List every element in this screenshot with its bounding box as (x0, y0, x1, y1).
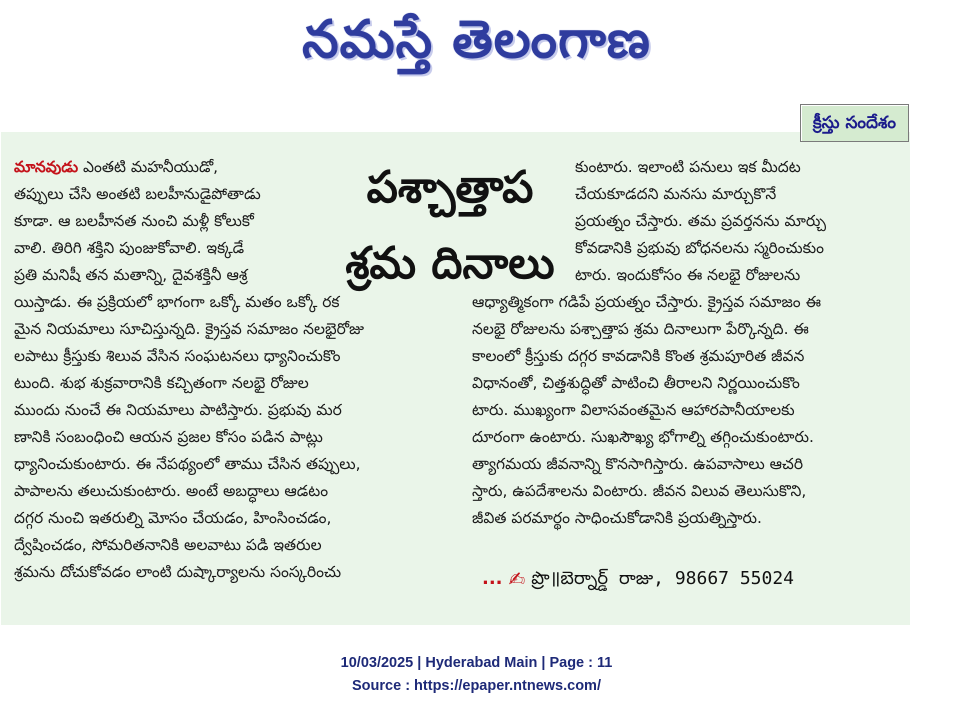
article-line: జీవిత పరమార్థం సాధించుకోడానికి ప్రయత్నిస్తారు. (472, 509, 762, 527)
headline-line-1: పశ్చాత్తాప (366, 162, 534, 213)
article-line: ప్రతి మనిషీ తన మతాన్ని, దైవశక్తినీ ఆశ్ర (14, 266, 248, 284)
article-line: విధానంతో, చిత్తశుద్ధితో పాటించి తీరాలని నిర్ణయించుకొం (472, 374, 800, 392)
author-name: ప్రొ॥బెర్నార్డ్ రాజు, 98667 55024 (531, 568, 795, 589)
footer-edition-info: 10/03/2025 | Hyderabad Main | Page : 11 (340, 655, 613, 671)
article-line: కుంటారు. ఇలాంటి పనులు ఇక మీదట (575, 158, 801, 176)
article-wide-column (472, 289, 902, 532)
lead-word: మానవుడు (14, 158, 79, 176)
pen-icon: ✍ (508, 567, 526, 591)
newspaper-masthead: నమస్తే తెలంగాణ (302, 10, 651, 70)
article-line: తప్పులు చేసి అంతటి బలహీనుడైపోతాడు (14, 185, 261, 203)
article-line: మానవుడు ఎంతటి మహనీయుడో, (14, 158, 219, 176)
article-line: దగ్గర నుంచి ఇతరుల్ని మోసం చేయడం, హింసించడం, (14, 509, 332, 527)
article-line: మైన నియమాలు సూచిస్తున్నది. క్రైస్తవ సమాజం నలభైరోజు (14, 320, 365, 338)
article-line: ఆధ్యాత్మికంగా గడిపే ప్రయత్నం చేస్తారు. క్రైస్తవ సమాజం ఈ (472, 293, 822, 311)
article-line: నలభై రోజులను పశ్చాత్తాప శ్రమ దినాలుగా పేర్కొన్నది. ఈ (472, 320, 809, 338)
article-right-column (575, 154, 895, 289)
article-line: టారు. ఇందుకోసం ఈ నలభై రోజులను (575, 266, 801, 284)
footer-source: Source : https://epaper.ntnews.com/ (352, 678, 601, 694)
article-line: ణానికి సంబంధించి ఆయన ప్రజల కోసం పడిన పాట్లు (14, 428, 323, 446)
article-line: ద్వేషించడం, సోమరితనానికి అలవాటు పడి ఇతరుల (14, 536, 322, 554)
article-line: కూడా. ఆ బలహీనత నుంచి మళ్లీ కోలుకో (14, 212, 254, 230)
article-line: కాలంలో క్రీస్తుకు దగ్గర కావడానికి కొంత శ్రమపూరిత జీవన (472, 347, 805, 365)
article-line: ముందు నుంచే ఈ నియమాలు పాటిస్తారు. ప్రభువు మర (14, 401, 342, 419)
article-line: పాపాలను తలుచుకుంటారు. అంటే అబద్ధాలు ఆడటం (14, 482, 329, 500)
article-line: శ్రమను దోచుకోవడం లాంటి దుష్కార్యాలను సంస్కరించు (14, 563, 342, 581)
headline-line-2: శ్రమ దినాలు (345, 238, 555, 289)
author-byline (482, 562, 794, 596)
article-line: ప్రయత్నం చేస్తారు. తమ ప్రవర్తనను మార్చు (575, 212, 826, 230)
article-headline (330, 150, 570, 302)
article-line: ధ్యానించుకుంటారు. ఈ నేపథ్యంలో తాము చేసిన తప్పులు, (14, 455, 361, 473)
article-line: స్తారు, ఉపదేశాలను వింటారు. జీవన విలువ తెలుసుకొని, (472, 482, 807, 500)
article-line: దూరంగా ఉంటారు. సుఖసౌఖ్య భోగాల్ని తగ్గించుకుంటారు. (472, 428, 814, 446)
article-line: యిస్తాడు. ఈ ప్రక్రియలో భాగంగా ఒక్కో మతం ఒక్కో రక (14, 293, 340, 311)
article-line: త్యాగమయ జీవనాన్ని కొనసాగిస్తారు. ఉపవాసాలు ఆచరి (472, 455, 804, 473)
byline-dots: ... (482, 568, 503, 589)
article-line: చేయకూడదని మనసు మార్చుకొనే (575, 185, 777, 203)
article-line: కోవడానికి ప్రభువు బోధనలను స్మరించుకుం (575, 239, 824, 257)
article-line: టారు. ముఖ్యంగా విలాసవంతమైన ఆహారపానీయాలకు (472, 401, 795, 419)
section-tag: క్రీస్తు సందేశం (800, 104, 909, 142)
article-line: టుంది. శుభ శుక్రవారానికి కచ్చితంగా నలభై రోజుల (14, 374, 309, 392)
article-line: లపాటు క్రీస్తుకు శిలువ వేసిన సంఘటనలు ధ్యానించుకొం (14, 347, 341, 365)
article-line: వాలి. తిరిగి శక్తిని పుంజుకోవాలి. ఇక్కడే (14, 239, 245, 257)
